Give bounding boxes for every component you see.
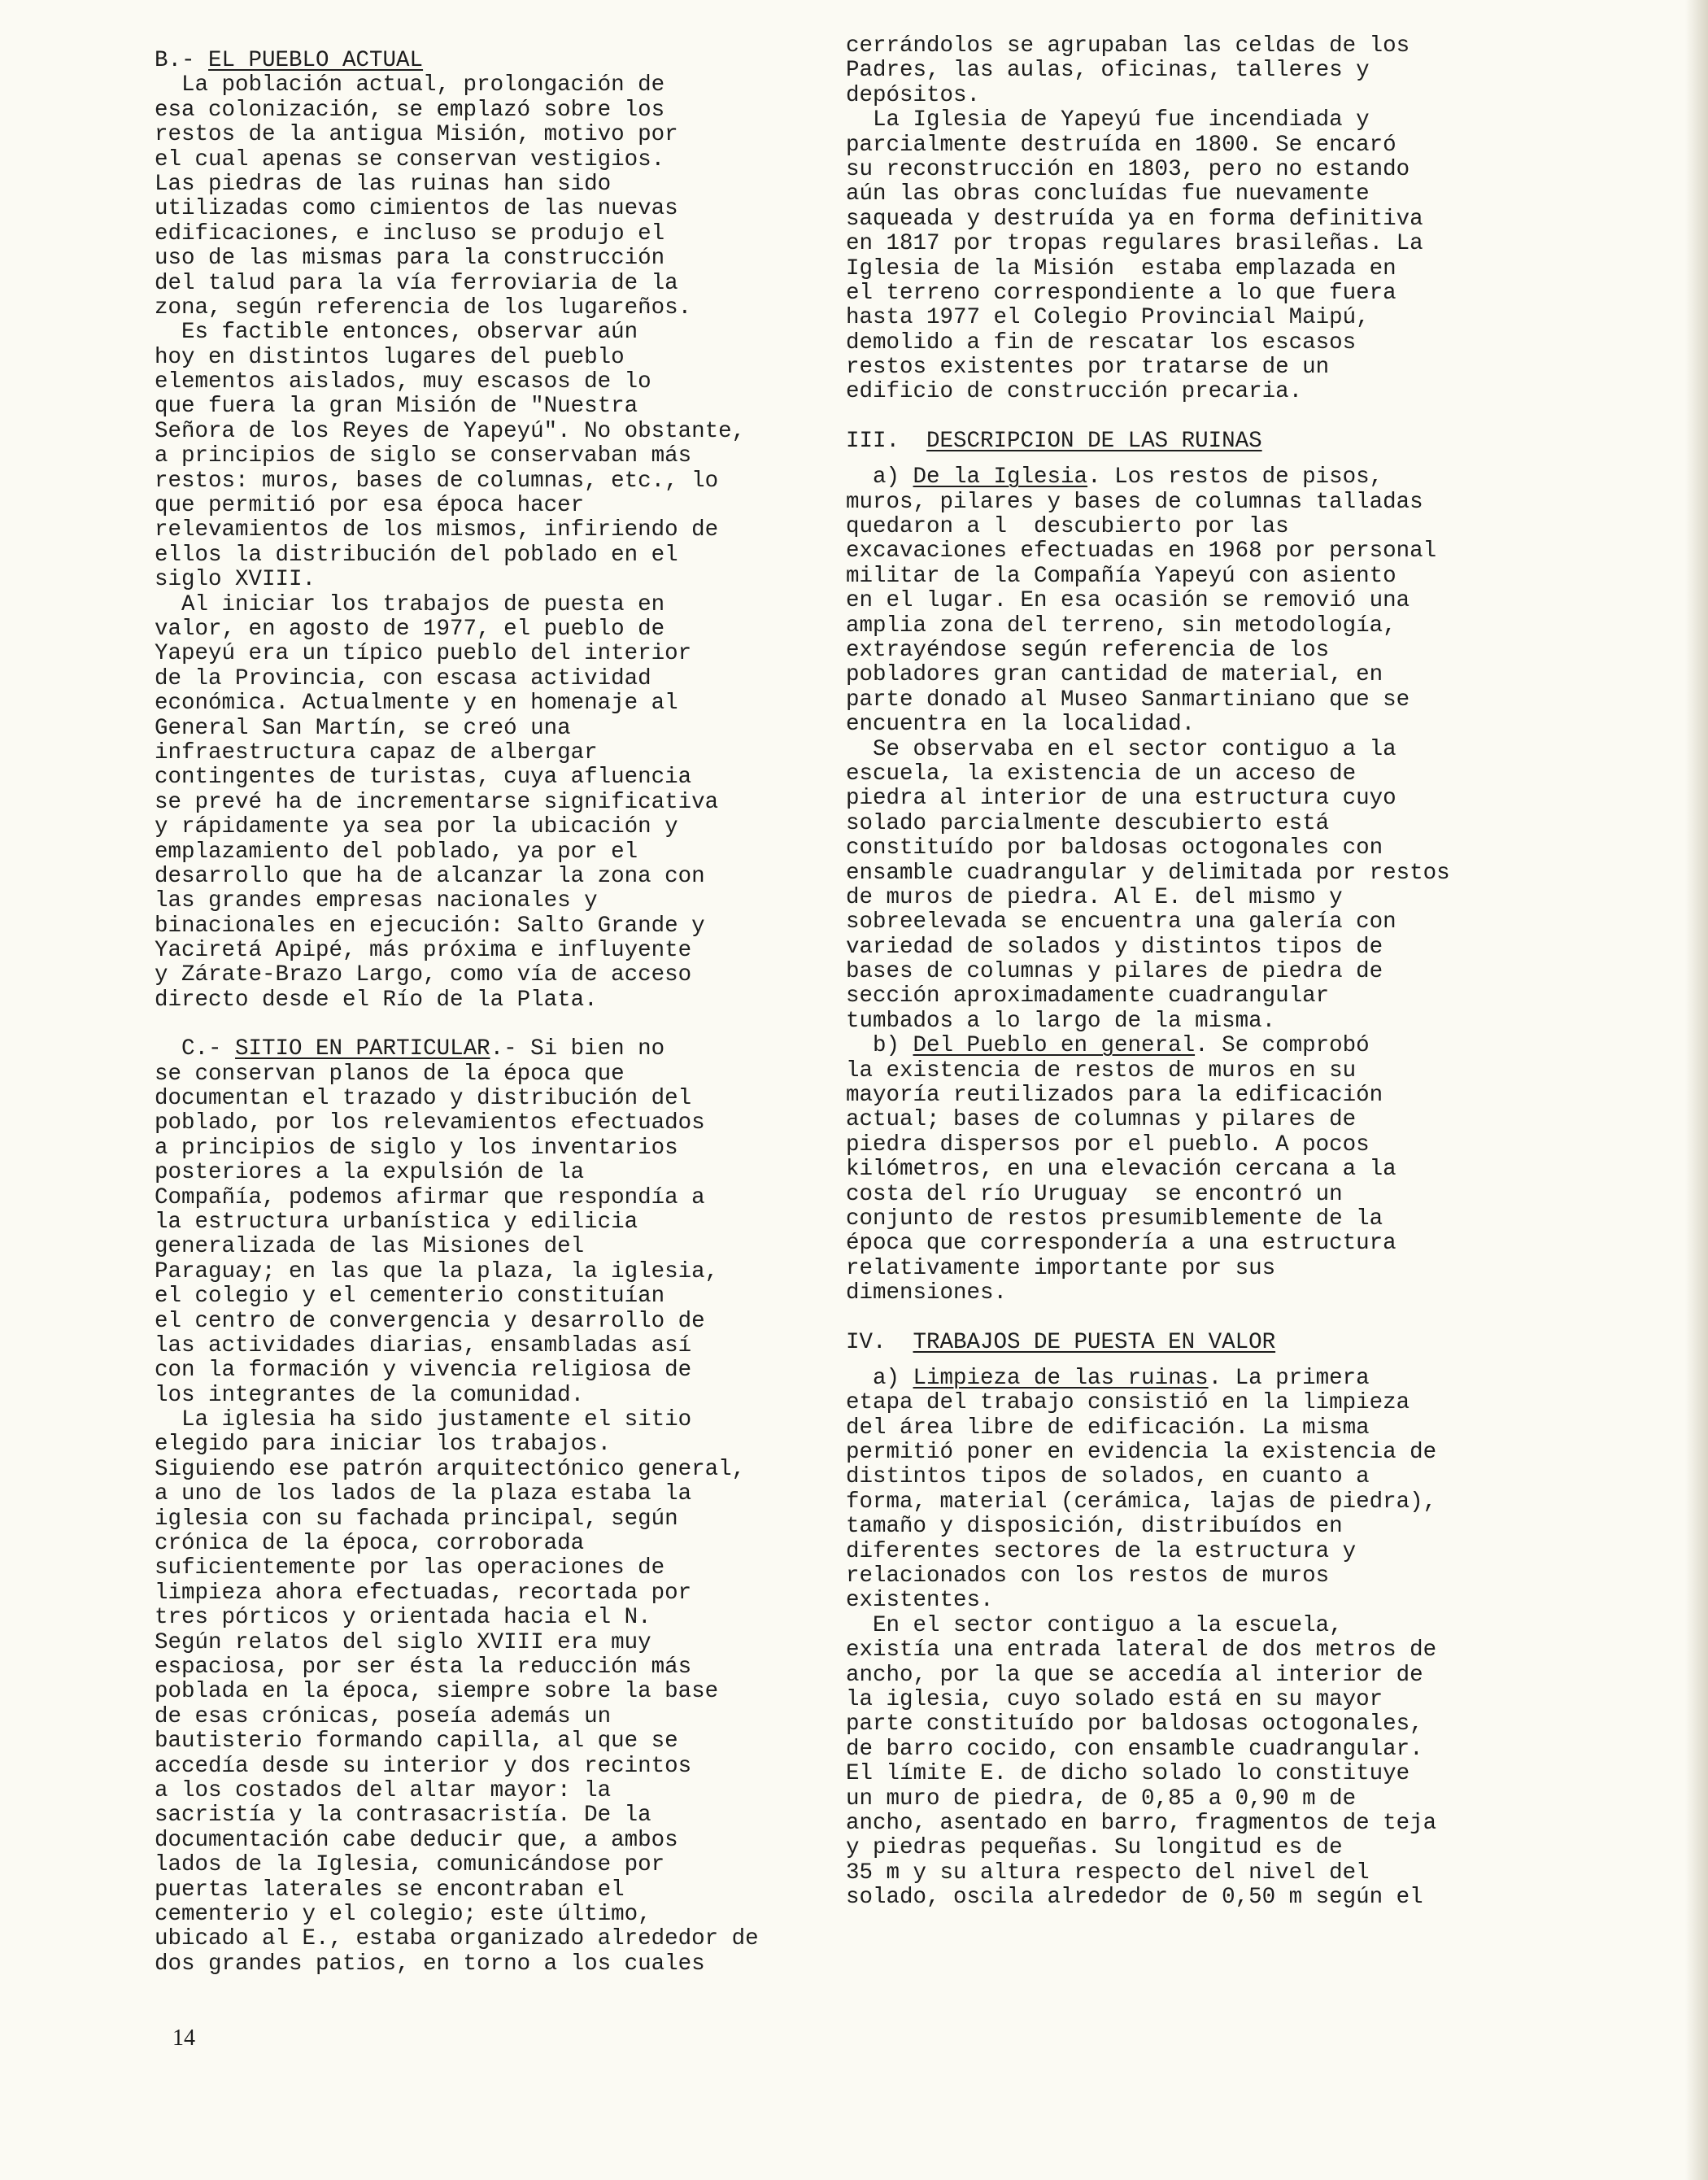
text-line: hasta 1977 el Colegio Provincial Maipú, [846,305,1370,331]
left-column [155,49,854,1977]
text-line: de barro cocido, con ensamble cuadrangular. [846,1736,1423,1762]
text-line: sacristía y la contrasacristía. De la [155,1803,651,1829]
text-line: emplazamiento del poblado, ya por el [155,839,638,865]
section-b-heading: B.- EL PUEBLO ACTUAL [155,48,424,73]
text-line: crónica de la época, corroborada [155,1531,585,1557]
text-line: restos de la antigua Misión, motivo por [155,122,678,148]
text-line: quedaron a l descubierto por las [846,514,1289,540]
text-line: tamaño y disposición, distribuídos en [846,1514,1343,1540]
text-line: con la formación y vivencia religiosa de [155,1358,692,1384]
text-line: la iglesia, cuyo solado está en su mayor [846,1687,1383,1712]
text-line: actual; bases de columnas y pilares de [846,1107,1357,1133]
text-line: militar de la Compañía Yapeyú con asiento [846,563,1396,589]
text-line: los integrantes de la comunidad. [155,1382,585,1408]
text-line: forma, material (cerámica, lajas de piedra), [846,1489,1437,1515]
text-line: tres pórticos y orientada hacia el N. [155,1605,651,1631]
text-line: constituído por baldosas octogonales con [846,835,1383,861]
text-line: desarrollo que ha de alcanzar la zona con [155,863,705,889]
text-line: solado parcialmente descubierto está [846,810,1330,836]
text-line: Yapeyú era un típico pueblo del interior [155,641,692,667]
subsection-iv-a-text [846,1391,1529,1910]
text-line: mayoría reutilizados para la edificación [846,1083,1383,1109]
text-line: el cual apenas se conservan vestigios. [155,146,665,172]
text-line: y rápidamente ya sea por la ubicación y [155,814,678,840]
text-line: lados de la Iglesia, comunicándose por [155,1852,665,1878]
section-iii-heading: III. DESCRIPCION DE LAS RUINAS [846,428,1262,454]
text-line: En el sector contiguo a la escuela, [846,1612,1343,1638]
intro-text [846,34,1529,405]
text-line: posteriores a la expulsión de la [155,1160,585,1186]
text-line: elementos aislados, muy escasos de lo [155,369,651,395]
text-line: diferentes sectores de la estructura y [846,1538,1357,1564]
text-line: poblado, por los relevamientos efectuados [155,1110,705,1136]
text-line: la estructura urbanística y edilicia [155,1209,638,1235]
text-line: saqueada y destruída ya en forma definitiva [846,206,1423,232]
text-line: que permitió por esa época hacer [155,493,585,519]
text-line: Padres, las aulas, oficinas, talleres y [846,58,1370,84]
text-line: pobladores gran cantidad de material, en [846,662,1383,688]
text-line: tumbados a lo largo de la misma. [846,1008,1276,1034]
text-line: ensamble cuadrangular y delimitada por restos [846,860,1450,886]
text-line: distintos tipos de solados, en cuanto a [846,1464,1370,1490]
text-line: piedra al interior de una estructura cuyo [846,786,1396,812]
text-line: ancho, por la que se accedía al interior de [846,1662,1423,1688]
text-line: Es factible entonces, observar aún [155,320,638,346]
text-line: espaciosa, por ser ésta la reducción más [155,1655,692,1680]
text-line: Yaciretá Apipé, más próxima e influyente [155,938,692,964]
text-line: el colegio y el cementerio constituían [155,1284,665,1310]
text-line: un muro de piedra, de 0,85 a 0,90 m de [846,1785,1357,1812]
text-line: conjunto de restos presumiblemente de la [846,1206,1383,1232]
text-line: Siguiendo ese patrón arquitectónico general, [155,1456,746,1482]
text-line: aún las obras concluídas fue nuevamente [846,181,1370,207]
text-line: bautisterio formando capilla, al que se [155,1729,678,1755]
page-edge-shadow [1685,0,1708,2180]
text-line: del área libre de edificación. La misma [846,1415,1370,1441]
text-line: a principios de siglo se conservaban más [155,443,692,469]
text-line: documentación cabe deducir que, a ambos [155,1827,678,1853]
text-line: escuela, la existencia de un acceso de [846,761,1357,787]
text-line: documentan el trazado y distribución del [155,1086,692,1112]
text-line: poblada en la época, siempre sobre la base [155,1679,719,1705]
text-line: El límite E. de dicho solado lo constituye [846,1761,1410,1787]
text-line: de muros de piedra. Al E. del mismo y [846,884,1343,910]
text-line: La iglesia ha sido justamente el sitio [155,1407,692,1433]
text-line: Según relatos del siglo XVIII era muy [155,1629,651,1655]
text-line: relevamientos de los mismos, infiriendo de [155,517,719,543]
text-line: infraestructura capaz de albergar [155,739,598,765]
text-line: dimensiones. [846,1280,1008,1306]
text-line: existía una entrada lateral de dos metros de [846,1637,1437,1663]
text-line: económica. Actualmente y en homenaje al [155,691,678,717]
text-line: su reconstrucción en 1803, pero no estando [846,156,1410,182]
text-line: restos: muros, bases de columnas, etc., lo [155,468,719,494]
text-line: 35 m y su altura respecto del nivel del [846,1860,1370,1886]
text-line: edificio de construcción precaria. [846,379,1303,405]
text-line: existentes. [846,1588,994,1614]
text-line: a principios de siglo y los inventarios [155,1135,678,1161]
text-line: parte constituído por baldosas octogonales, [846,1711,1423,1737]
text-line: directo desde el Río de la Plata. [155,987,598,1013]
text-line: Al iniciar los trabajos de puesta en [155,591,665,617]
text-line: General San Martín, se creó una [155,715,571,741]
text-line: dos grandes patios, en torno a los cuales [155,1951,705,1977]
text-line: binacionales en ejecución: Salto Grande y [155,913,705,939]
subsection-b-heading: b) Del Pueblo en general. Se comprobó [846,1033,1370,1059]
text-line: en el lugar. En esa ocasión se removió una [846,588,1410,614]
text-line: cerrándolos se agrupaban las celdas de los [846,33,1410,59]
text-line: piedra dispersos por el pueblo. A pocos [846,1131,1370,1158]
subsection-b-text [846,1059,1529,1306]
text-line: edificaciones, e incluso se produjo el [155,220,665,246]
text-line: uso de las mismas para la construcción [155,246,665,272]
text-line: relativamente importante por sus [846,1255,1276,1281]
text-line: demolido a fin de rescatar los escasos [846,329,1357,355]
text-line: que fuera la gran Misión de "Nuestra [155,394,638,420]
text-line: cementerio y el colegio; este último, [155,1901,651,1927]
text-line: suficientemente por las operaciones de [155,1555,665,1581]
text-line: depósitos. [846,82,981,108]
text-line: parcialmente destruída en 1800. Se encaró [846,132,1396,158]
text-line: excavaciones efectuadas en 1968 por personal [846,538,1437,565]
text-line: a los costados del altar mayor: la [155,1777,612,1803]
section-c-heading: C.- SITIO EN PARTICULAR.- Si bien no [155,1036,665,1062]
text-line: a uno de los lados de la plaza estaba la [155,1481,692,1507]
subsection-a-text [846,490,1529,1035]
text-line: hoy en distintos lugares del pueblo [155,344,625,370]
text-line: contingentes de turistas, cuya afluencia [155,765,692,791]
text-line: Se observaba en el sector contiguo a la [846,736,1396,762]
text-line: generalizada de las Misiones del [155,1234,585,1260]
page-number: 14 [172,2025,195,2051]
text-line: muros, pilares y bases de columnas talladas [846,489,1423,515]
subsection-iv-a-heading: a) Limpieza de las ruinas. La primera [846,1365,1370,1391]
text-line: costa del río Uruguay se encontró un [846,1181,1343,1207]
text-line: sobreelevada se encuentra una galería con [846,909,1396,935]
text-line: etapa del trabajo consistió en la limpieza [846,1390,1410,1416]
text-line: el terreno correspondiente a lo que fuera [846,280,1396,306]
text-line: restos existentes por tratarse de un [846,355,1330,381]
subsection-a-heading: a) De la Iglesia. Los restos de pisos, [846,464,1383,490]
section-iv-heading: IV. TRABAJOS DE PUESTA EN VALOR [846,1329,1276,1355]
right-column [846,34,1529,1911]
text-line: las grandes empresas nacionales y [155,888,598,914]
text-line: extrayéndose según referencia de los [846,637,1330,663]
text-line: del talud para la vía ferroviaria de la [155,270,678,296]
text-line: y piedras pequeñas. Su longitud es de [846,1835,1343,1861]
text-line: en 1817 por tropas regulares brasileñas. La [846,231,1423,257]
text-line: de esas crónicas, poseía además un [155,1703,612,1729]
text-line: Compañía, podemos afirmar que respondía a [155,1184,705,1210]
text-line: valor, en agosto de 1977, el pueblo de [155,616,665,642]
text-line: puertas laterales se encontraban el [155,1877,625,1903]
text-line: amplia zona del terreno, sin metodología, [846,613,1396,639]
text-line: se conservan planos de la época que [155,1061,625,1087]
text-line: siglo XVIII. [155,567,316,593]
text-line: zona, según referencia de los lugareños. [155,294,692,320]
text-line: kilómetros, en una elevación cercana a la [846,1157,1396,1183]
section-b-text [155,73,854,1013]
text-line: relacionados con los restos de muros [846,1563,1330,1589]
text-line: elegido para iniciar los trabajos. [155,1432,612,1458]
text-line: de la Provincia, con escasa actividad [155,665,651,691]
text-line: La Iglesia de Yapeyú fue incendiada y [846,107,1370,133]
text-line: utilizadas como cimientos de las nuevas [155,196,678,222]
text-line: época que correspondería a una estructura [846,1231,1396,1257]
text-line: solado, oscila alrededor de 0,50 m según el [846,1885,1423,1911]
text-line: Paraguay; en las que la plaza, la iglesia, [155,1258,719,1284]
text-line: La población actual, prolongación de [155,72,665,98]
text-line: variedad de solados y distintos tipos de [846,934,1383,960]
text-line: se prevé ha de incrementarse significativa [155,789,719,815]
text-line: ubicado al E., estaba organizado alrededor de [155,1926,759,1952]
text-line: Iglesia de la Misión estaba emplazada en [846,255,1396,281]
text-line: accedía desde su interior y dos recintos [155,1753,692,1779]
section-c-text [155,1062,854,1977]
text-line: parte donado al Museo Sanmartiniano que se [846,687,1410,713]
text-line: iglesia con su fachada principal, según [155,1506,678,1532]
text-line: y Zárate-Brazo Largo, como vía de acceso [155,962,692,988]
text-line: Señora de los Reyes de Yapeyú". No obstante, [155,418,746,444]
text-line: encuentra en la localidad. [846,712,1196,738]
text-line: la existencia de restos de muros en su [846,1057,1357,1083]
text-line: ellos la distribución del poblado en el [155,542,678,568]
text-line: esa colonización, se emplazó sobre los [155,97,665,123]
text-line: ancho, asentado en barro, fragmentos de teja [846,1810,1437,1836]
text-line: permitió poner en evidencia la existencia de [846,1440,1437,1466]
text-line: las actividades diarias, ensambladas así [155,1332,692,1358]
text-line: Las piedras de las ruinas han sido [155,171,612,197]
text-line: limpieza ahora efectuadas, recortada por [155,1580,692,1606]
text-line: bases de columnas y pilares de piedra de [846,959,1383,985]
text-line: el centro de convergencia y desarrollo de [155,1308,705,1334]
text-line: sección aproximadamente cuadrangular [846,983,1330,1009]
